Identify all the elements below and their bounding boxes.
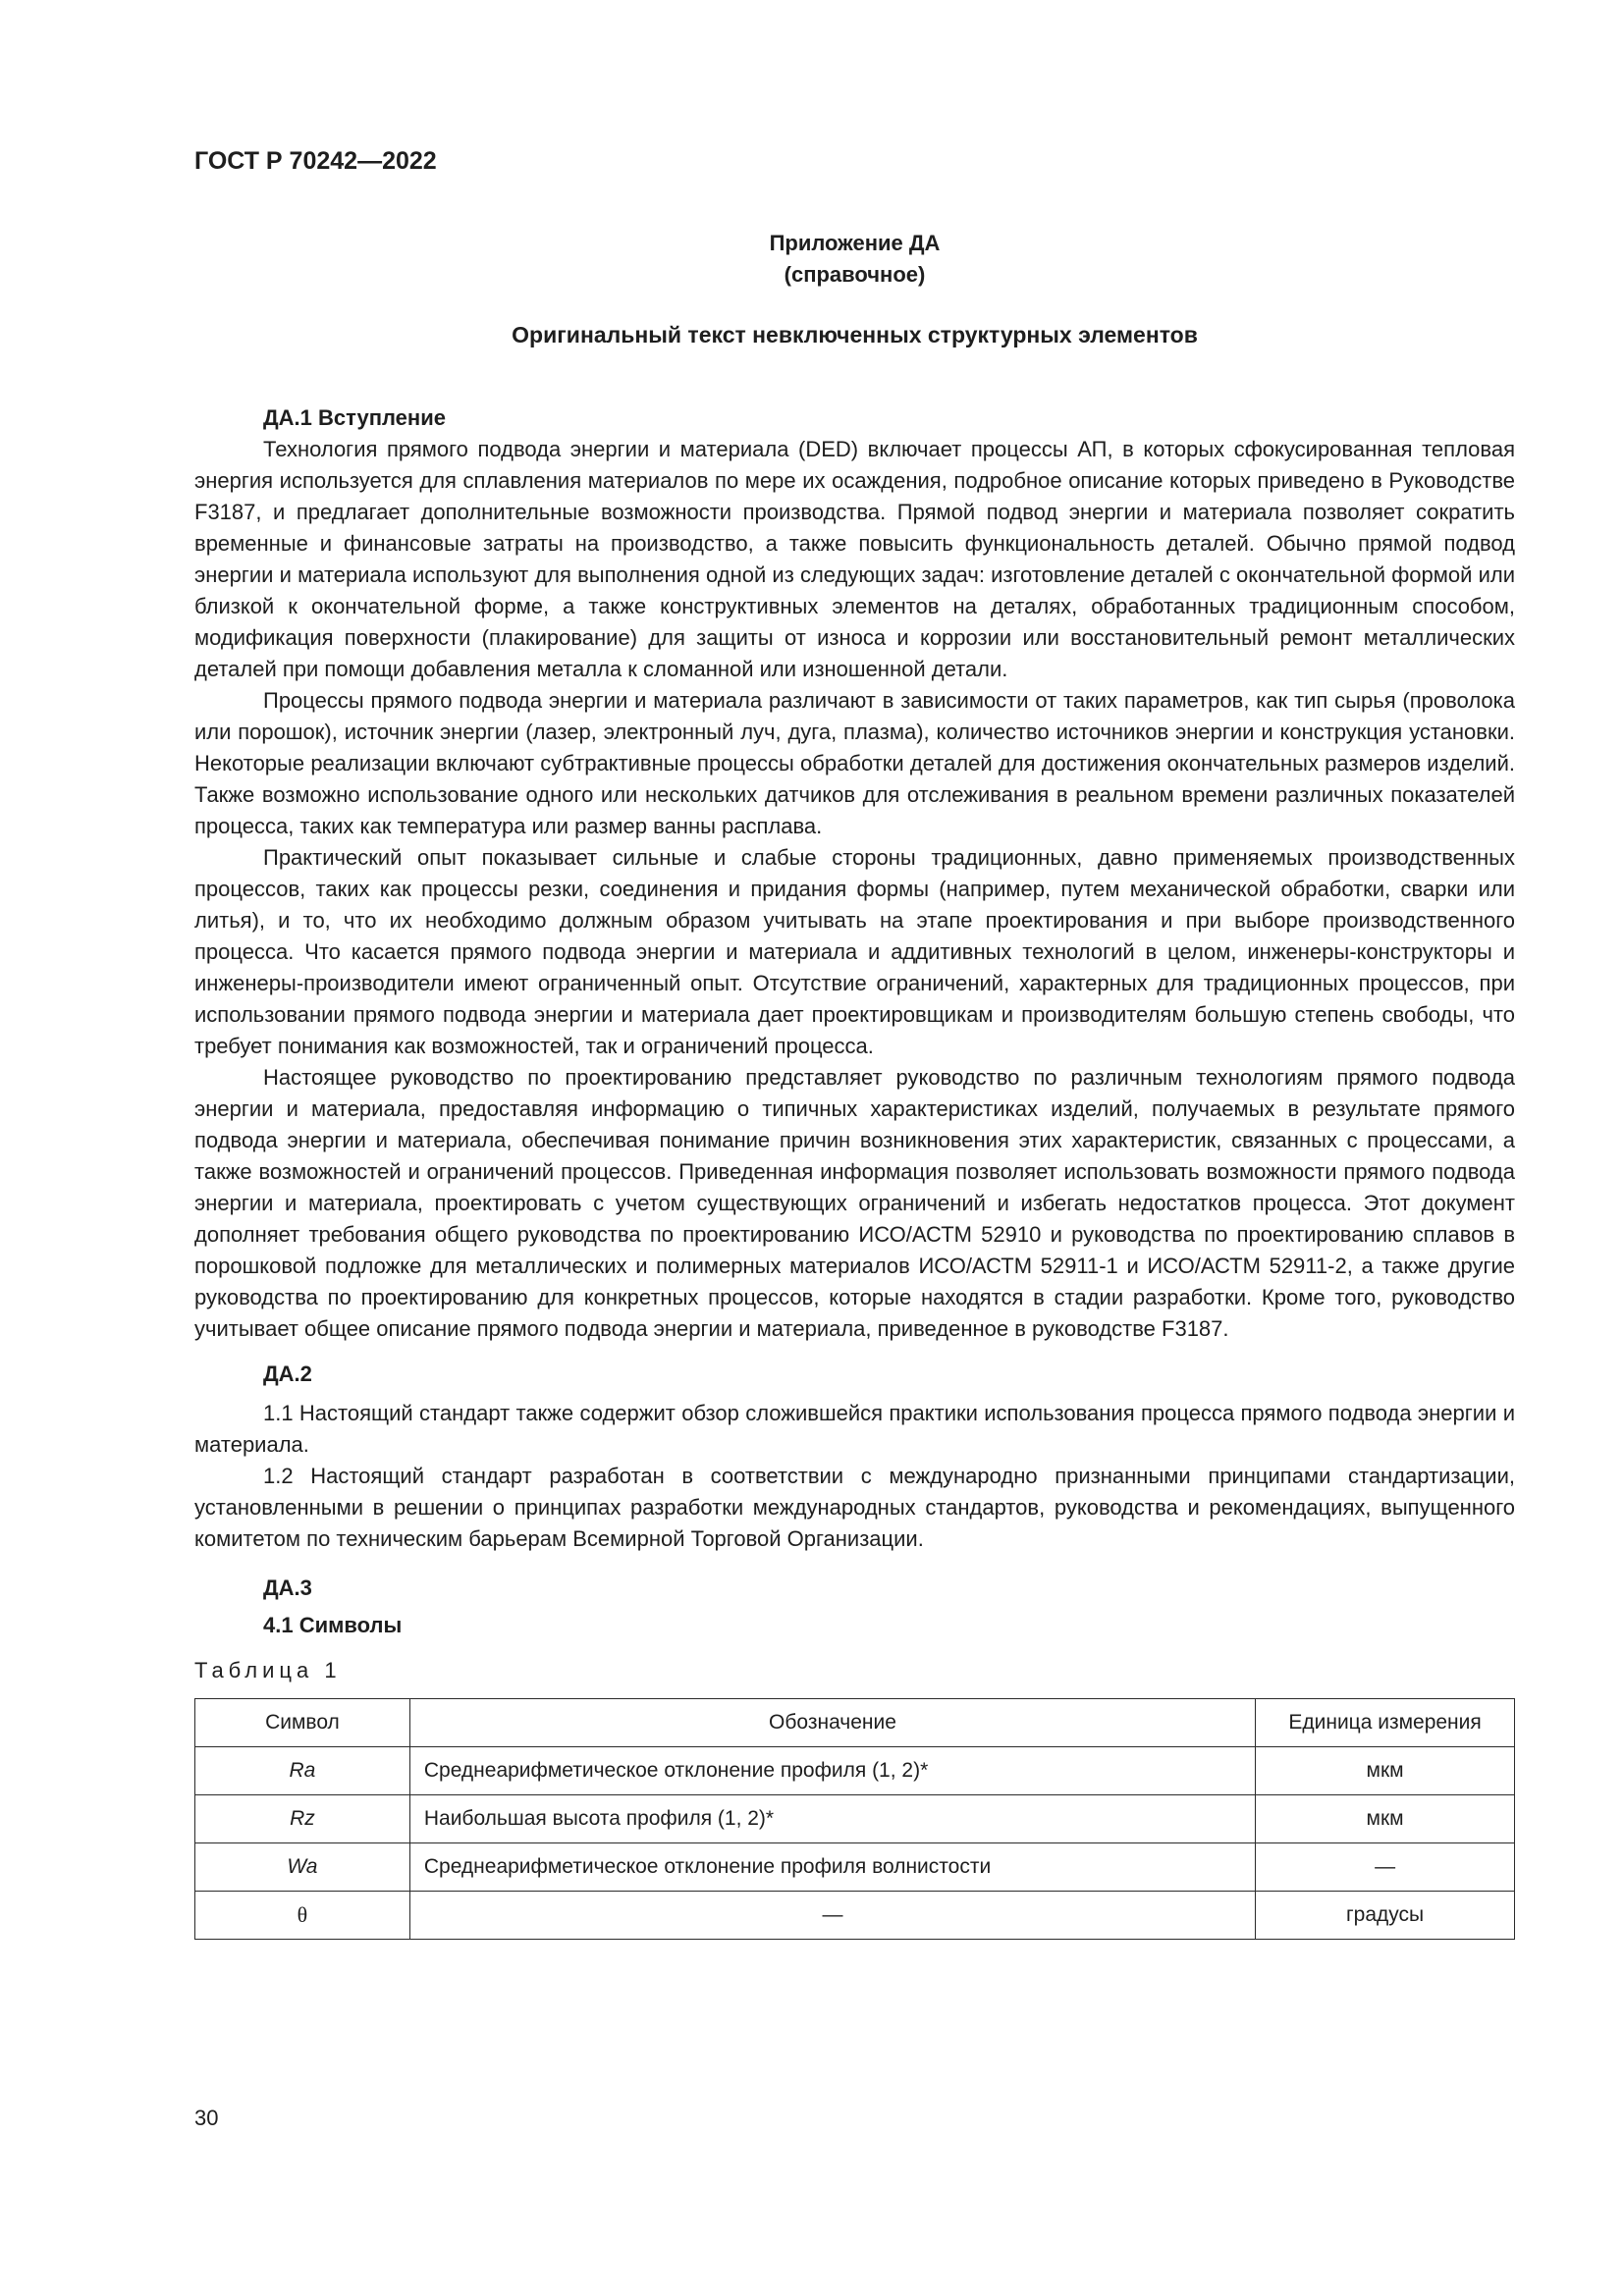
column-header-designation: Обозначение [409,1699,1255,1747]
table-row [195,1892,1515,1940]
paragraph: 1.2 Настоящий стандарт разработан в соответствии с международно признанными принципами стандартизации, установленными в решении о принципах разработки международных стандартов, руководства и рекомендациях, выпущенного комитетом по техническим барьерам Всемирной Торговой Организации. [194,1464,1515,1551]
table-label: Таблица 1 [194,1658,342,1682]
designation-cell: Среднеарифметическое отклонение профиля (1, 2)* [409,1747,1255,1795]
symbol-cell: Wa [195,1843,410,1892]
unit-cell: мкм [1256,1747,1515,1795]
paragraph: 1.1 Настоящий стандарт также содержит обзор сложившейся практики использования процесса прямого подвода энергии и материала. [194,1401,1515,1457]
unit-cell: градусы [1256,1892,1515,1940]
appendix-subtitle: (справочное) [784,262,926,287]
paragraph: Настоящее руководство по проектированию представляет руководство по различным технологиям прямого подвода энергии и материала, предоставляя информацию о типичных характеристиках изделий, получаемых в результате прямого подвода энергии и материала, обеспечивая понимание причин возникновения этих характеристик, связанных с процессами, а также возможностей и ограничений процессов. Приведенная информация позволяет использовать возможности прямого подвода энергии и материала, проектировать с учетом существующих ограничений и избегать недостатков процесса. Этот документ дополняет требования общего руководства по проектированию ИСО/АСТМ 52910 и руководства по проектированию сплавов в порошковой подложке для металлических и полимерных материалов ИСО/АСТМ 52911-1 и ИСО/АСТМ 52911-2, а также другие руководства по проектированию для конкретных процессов, которые находятся в стадии разработки. Кроме того, руководство учитывает общее описание прямого подвода энергии и материала, приведенное в руководстве F3187. [194,1065,1515,1341]
symbol-cell: Ra [195,1747,410,1795]
section-heading-da1: ДА.1 Вступление [263,405,446,430]
document-header-id: ГОСТ Р 70242—2022 [194,147,437,175]
designation-cell: Среднеарифметическое отклонение профиля волнистости [409,1843,1255,1892]
column-header-symbol: Символ [195,1699,410,1747]
designation-cell: — [409,1892,1255,1940]
paragraph: Технология прямого подвода энергии и материала (DED) включает процессы АП, в которых сфокусированная тепловая энергия используется для сплавления материалов по мере их осаждения, подробное описание которых приведено в Руководстве F3187, и предлагает дополнительные возможности производства. Прямой подвод энергии и материала позволяет сократить временные и финансовые затраты на производство, а также повысить функциональность деталей. Обычно прямой подвод энергии и материала используют для выполнения одной из следующих задач: изготовление деталей с окончательной формой или близкой к окончательной форме, а также конструктивных элементов на деталях, обработанных традиционным способом, модификация поверхности (плакирование) для защиты от износа и коррозии или восстановительный ремонт металлических деталей при помощи добавления металла к сломанной или изношенной детали. [194,437,1515,681]
table-row [195,1795,1515,1843]
symbol-cell: Rz [195,1795,410,1843]
table-row [195,1843,1515,1892]
paragraph: Процессы прямого подвода энергии и материала различают в зависимости от таких параметров, как тип сырья (проволока или порошок), источник энергии (лазер, электронный луч, дуга, плазма), количество источников энергии и конструкция установки. Некоторые реализации включают субтрактивные процессы обработки деталей для достижения окончательных размеров изделий. Также возможно использование одного или нескольких датчиков для отслеживания в реальном времени различных показателей процесса, таких как температура или размер ванны расплава. [194,688,1515,838]
document-body [194,402,1515,1940]
table-row [195,1747,1515,1795]
paragraph: Практический опыт показывает сильные и слабые стороны традиционных, давно применяемых производственных процессов, таких как процессы резки, соединения и придания формы (например, путем механической обработки, сварки или литья), и то, что их необходимо должным образом учитывать на этапе проектирования и при выборе производственного процесса. Что касается прямого подвода энергии и материала и аддитивных технологий в целом, инженеры-конструкторы и инженеры-производители имеют ограниченный опыт. Отсутствие ограничений, характерных для традиционных процессов, при использовании прямого подвода энергии и материала дает проектировщикам и производителям большую степень свободы, что требует понимания как возможностей, так и ограничений процесса. [194,845,1515,1058]
symbol-cell: θ [195,1892,410,1940]
column-header-unit: Единица измерения [1256,1699,1515,1747]
symbols-table [194,1698,1515,1940]
page-number: 30 [194,2106,219,2130]
appendix-heading [194,228,1515,291]
section-heading-da2: ДА.2 [263,1362,312,1386]
unit-cell: — [1256,1843,1515,1892]
designation-cell: Наибольшая высота профиля (1, 2)* [409,1795,1255,1843]
appendix-document-title: Оригинальный текст невключенных структурных элементов [512,322,1198,347]
appendix-title: Приложение ДА [769,231,941,255]
subsection-heading-symbols: 4.1 Символы [263,1613,403,1637]
unit-cell: мкм [1256,1795,1515,1843]
section-heading-da3: ДА.3 [263,1575,312,1600]
table-header-row [195,1699,1515,1747]
